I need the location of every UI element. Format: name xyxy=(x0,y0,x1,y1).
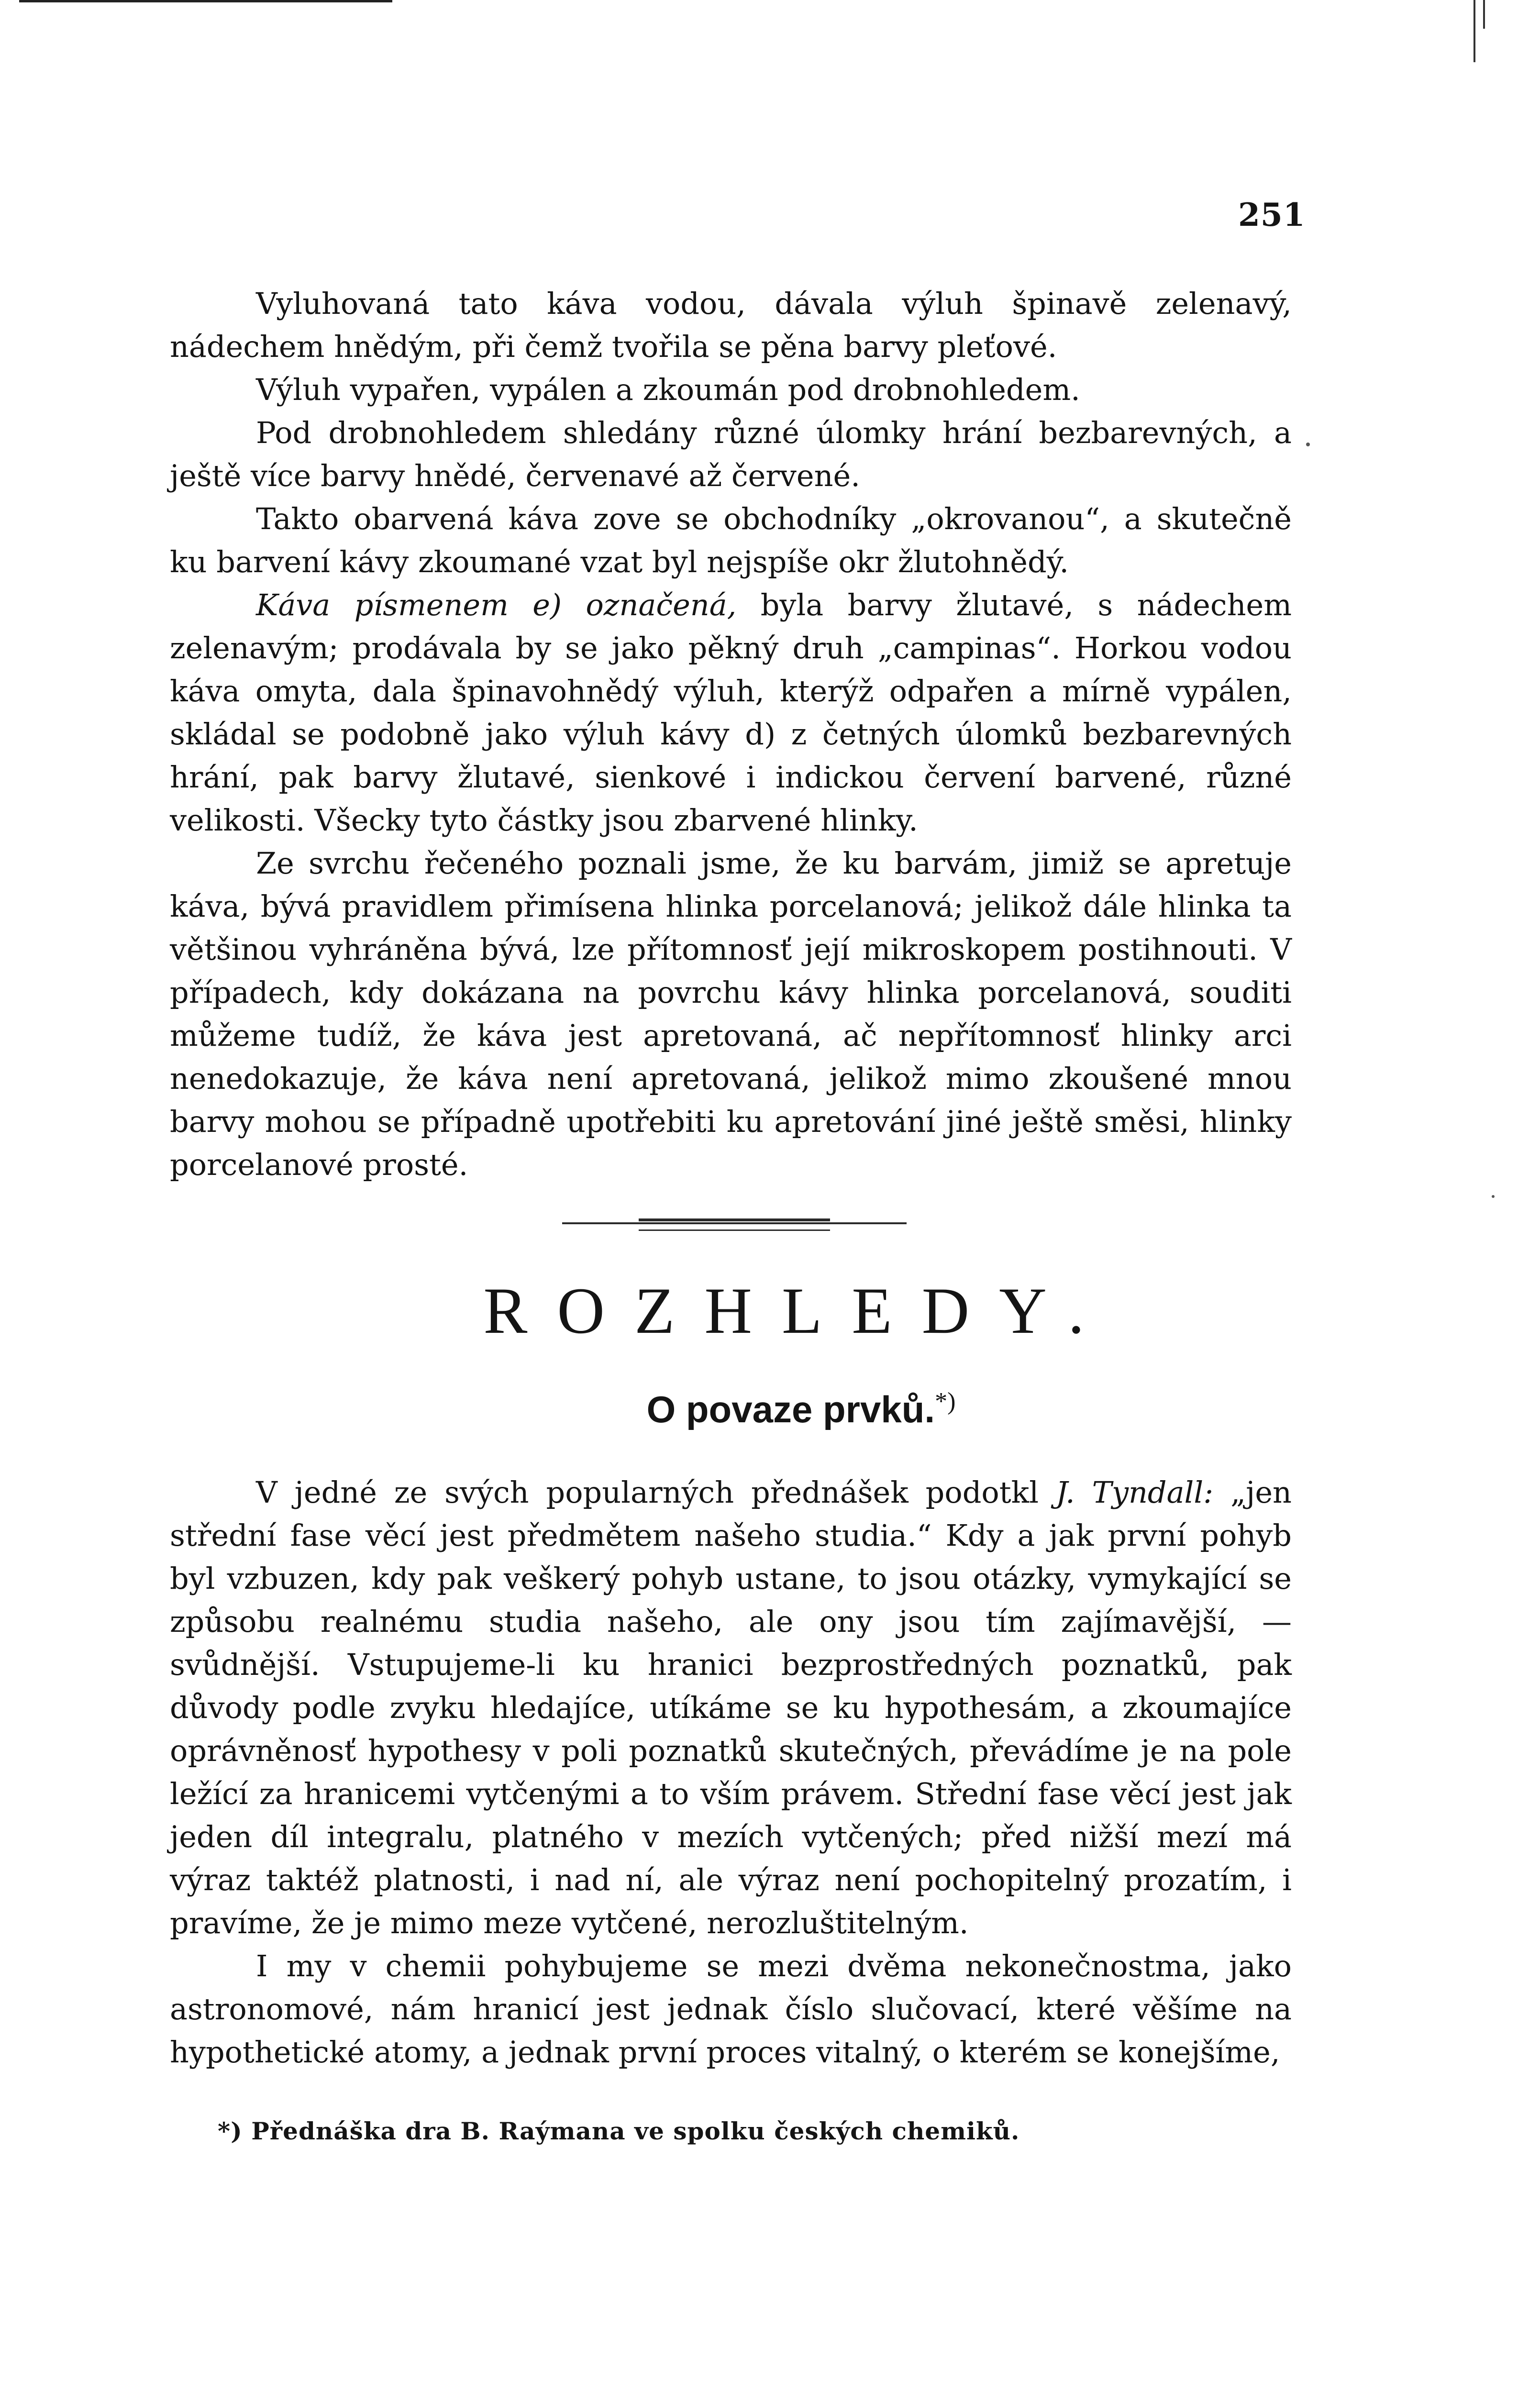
paragraph: I my v chemii pohybujeme se mezi dvěma nekonečnostma, jako astronomové, nám hranicí jest jednak číslo slučovací, které věšíme na hypothetické atomy, a jednak první proces vitalný, o kterém se konejšíme, xyxy=(170,1949,1292,2070)
italic-phrase: Káva písmenem e) označená, xyxy=(256,587,737,622)
article-title: O povaze prvků.*) xyxy=(646,1388,956,1430)
paragraph: Vyluhovaná tato káva vodou, dávala výluh špinavě zelenavý, nádechem hnědým, při čemž tvořila se pěna barvy pleťové. xyxy=(170,286,1292,364)
scan-edge-right-mark xyxy=(1474,0,1475,62)
separator-rule-short xyxy=(639,1229,830,1231)
paragraph: Káva písmenem e) označená, byla barvy žlutavé, s nádechem zelenavým; prodávala by se jako pěkný druh „campinas“. Horkou vodou káva omyta, dala špinavohnědý výluh, kterýž odpařen a mírně vypálen, skládal se podobně jako výluh kávy d) z četných úlomků bezbarevných hrání, pak barvy žlutavé, sienkové i indickou červení barvené, různé velikosti. Všecky tyto částky jsou zbarvené hlinky. xyxy=(170,587,1292,838)
separator-rule xyxy=(562,1222,907,1224)
page-number: 251 xyxy=(1238,196,1306,233)
italic-author: J. Tyndall: xyxy=(1055,1475,1214,1510)
footnote: *) Přednáška dra B. Raýmana ve spolku českých chemiků. xyxy=(218,2117,1020,2145)
section-1-body xyxy=(170,282,1292,1186)
paragraph: Pod drobnohledem shledány různé úlomky hrání bezbarevných, a ještě více barvy hnědé, červenavé až červené. xyxy=(170,415,1292,493)
section-2-body xyxy=(170,1471,1292,2074)
paragraph: V jedné ze svých popularných přednášek podotkl J. Tyndall: „jen střední fase věcí jest předmětem našeho studia.“ Kdy a jak první pohyb byl vzbuzen, kdy pak veškerý pohyb ustane, to jsou otázky, vymykající se způsobu realnému studia našeho, ale ony jsou tím zajímavější, — svůdnější. Vstupujeme-li ku hranici bezprostředných poznatků, pak důvody podle zvyku hledajíce, utíkáme se ku hypothesám, a zkoumajíce oprávněnosť hypothesy v poli poznatků skutečných, převádíme je na pole ležící za hranicemi vytčenými a to vším právem. Střední fase věcí jest jak jeden díl integralu, platného v mezích vytčených; před nižší mezí má výraz taktéž platnosti, i nad ní, ale výraz není pochopitelný prozatím, i pravíme, že je mimo meze vytčené, nerozluštitelným. xyxy=(170,1475,1292,1940)
footnote-marker: *) xyxy=(935,1388,956,1415)
separator-rule-thick xyxy=(639,1218,830,1221)
section-heading: ROZHLEDY. xyxy=(483,1274,1114,1347)
paragraph: Výluh vypařen, vypálen a zkoumán pod drobnohledem. xyxy=(256,372,1080,407)
paragraph: Takto obarvená káva zove se obchodníky „okrovanou“, a skutečně ku barvení kávy zkoumané vzat byl nejspíše okr žlutohnědý. xyxy=(170,501,1292,579)
scan-edge-top-left xyxy=(19,0,392,41)
paragraph: Ze svrchu řečeného poznali jsme, že ku barvám, jimiž se apretuje káva, bývá pravidlem přimísena hlinka porcelanová; jelikož dále hlinka ta většinou vyhráněna bývá, lze přítomnosť její mikroskopem postihnouti. V případech, kdy dokázana na povrchu kávy hlinka porcelanová, souditi můžeme tudíž, že káva jest apretovaná, ač nepřítomnosť hlinky arci nenedokazuje, že káva není apretovaná, jelikož mimo zkoušené mnou barvy mohou se případně upotřebiti ku apretování jiné ještě směsi, hlinky porcelanové prosté. xyxy=(170,846,1292,1182)
scan-edge-right-mark-2 xyxy=(1483,0,1485,29)
scan-speck xyxy=(1492,1195,1495,1198)
scan-speck xyxy=(1306,443,1310,446)
